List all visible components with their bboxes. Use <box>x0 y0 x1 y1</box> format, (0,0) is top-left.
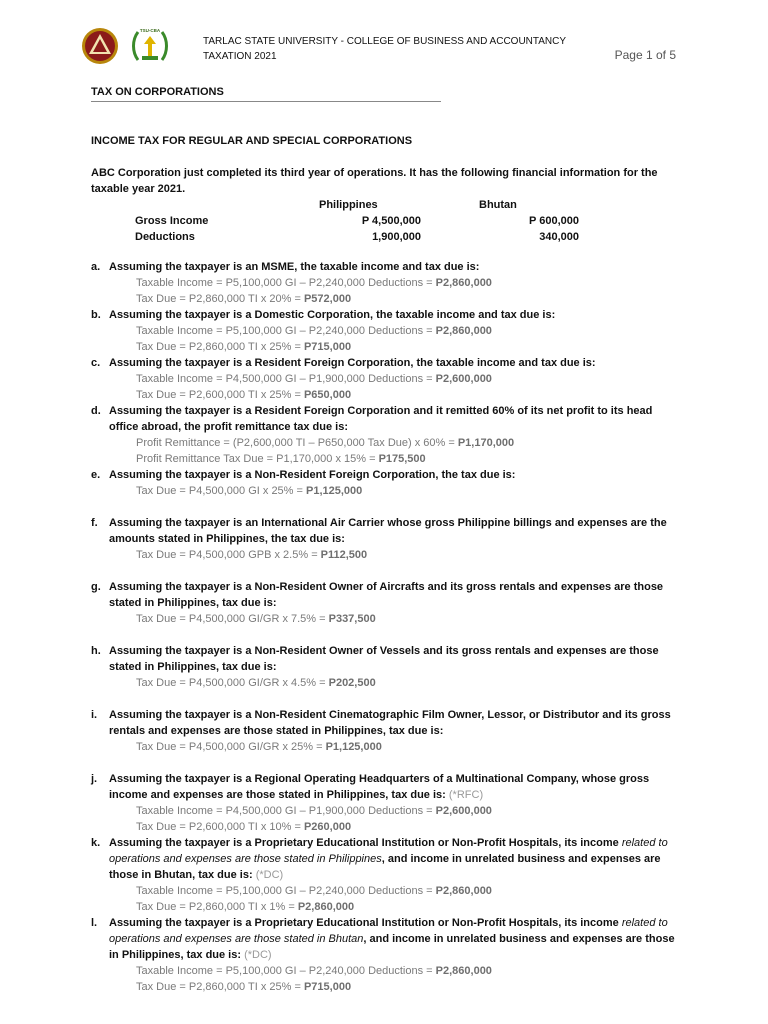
question-label: k. <box>91 837 101 849</box>
answer-value: P715,000 <box>303 341 352 353</box>
subheading: INCOME TAX FOR REGULAR AND SPECIAL CORPORATIONS <box>91 135 413 147</box>
question-d: d. Assuming the taxpayer is a Resident Foreign Corporation and it remitted 60% of its net profit to its head office abroad, the profit remittance tax due is: <box>91 405 653 433</box>
answer-line: Taxable Income = P4,500,000 GI – P1,900,000 Deductions = P2,600,000 <box>136 805 492 817</box>
cba-logo-text: TSU-CBA <box>139 28 161 33</box>
answer-line: Taxable Income = P5,100,000 GI – P2,240,000 Deductions = P2,860,000 <box>136 325 492 337</box>
taxpayer-type: MSME <box>261 261 295 273</box>
question-label: j. <box>91 773 98 785</box>
page-number: Page 1 of 5 <box>614 48 676 62</box>
col-header-philippines: Philippines <box>319 199 378 211</box>
row-label-gross-income: Gross Income <box>135 215 209 227</box>
question-label: h. <box>91 645 101 657</box>
answer-value: P2,600,000 <box>435 373 492 385</box>
answer-value: P260,000 <box>303 821 352 833</box>
answer-value: P1,125,000 <box>325 741 382 753</box>
section-title: TAX ON CORPORATIONS <box>91 86 224 98</box>
question-i: i. Assuming the taxpayer is a Non-Resident Cinematographic Film Owner, Lessor, or Distributor and its gross rentals and expenses are those stated in Philippines, tax due is: <box>91 709 671 737</box>
answer-value: P112,500 <box>320 549 368 561</box>
classification-note: (*DC) <box>244 949 272 961</box>
title-underline <box>91 101 441 102</box>
taxpayer-type: Proprietary Educational Institution or Non-Profit Hospitals <box>254 917 559 929</box>
taxpayer-type: Non-Resident Cinematographic Film Owner, Lessor, or Distributor <box>254 709 600 721</box>
question-h: h. Assuming the taxpayer is a Non-Resident Owner of Vessels and its gross rentals and expenses are those stated in Philippines, tax due is: <box>91 645 659 673</box>
answer-line: Tax Due = P2,860,000 TI x 25% = P715,000 <box>136 981 352 993</box>
question-g: g. Assuming the taxpayer is a Non-Resident Owner of Aircrafts and its gross rentals and expenses are those stated in Philippines, tax due is: <box>91 581 664 609</box>
classification-note: (*RFC) <box>448 789 484 801</box>
answer-line: Tax Due = P2,860,000 TI x 25% = P715,000 <box>136 341 352 353</box>
question-e: e. Assuming the taxpayer is a Non-Resident Foreign Corporation, the tax due is: <box>91 469 516 481</box>
answer-value: P2,860,000 <box>435 885 492 897</box>
question-label: e. <box>91 469 101 481</box>
answer-value: P2,860,000 <box>435 325 492 337</box>
answer-value: P572,000 <box>303 293 352 305</box>
answer-value: P1,170,000 <box>457 437 515 449</box>
question-label: f. <box>91 517 98 529</box>
header-logos <box>80 26 190 66</box>
answer-line: Tax Due = P4,500,000 GPB x 2.5% = P112,500 <box>136 549 368 561</box>
question-a <box>91 259 681 275</box>
taxpayer-type: Resident Foreign Corporation <box>254 405 411 417</box>
taxpayer-type: Domestic Corporation <box>254 309 371 321</box>
answer-line: Taxable Income = P5,100,000 GI – P2,240,000 Deductions = P2,860,000 <box>136 277 492 289</box>
answer-value: P650,000 <box>303 389 352 401</box>
taxpayer-type: Non-Resident Foreign Corporation <box>254 469 436 481</box>
question-l: l. Assuming the taxpayer is a Proprietary Educational Institution or Non-Profit Hospitals, its income related to operations and expenses are those stated in Bhutan, and income in unrelated business and expenses are those in Philippines, tax due is: (*DC) <box>91 917 675 961</box>
cell-gross-ph: P 4,500,000 <box>361 215 421 227</box>
cba-logo-icon <box>134 32 167 60</box>
cell-ded-ph: 1,900,000 <box>372 231 421 243</box>
answer-line: Taxable Income = P4,500,000 GI – P1,900,000 Deductions = P2,600,000 <box>136 373 492 385</box>
answer-value: P337,500 <box>328 613 376 625</box>
answer-line: Taxable Income = P5,100,000 GI – P2,240,000 Deductions = P2,860,000 <box>136 885 492 897</box>
cell-ded-bt: 340,000 <box>539 231 579 243</box>
classification-note: (*DC) <box>255 869 284 881</box>
taxpayer-type: Non-Resident Owner of Vessels <box>254 645 421 657</box>
question-label: c. <box>91 357 101 369</box>
question-k: k. Assuming the taxpayer is a Proprietary Educational Institution or Non-Profit Hospitals, its income related to operations and expenses are those stated in Philippines, and income in unrelated business and expenses are those in Bhutan, tax due is: (*DC) <box>91 837 668 881</box>
taxpayer-type: Regional Operating Headquarters of a Multinational Company <box>254 773 576 785</box>
financial-info-table <box>135 197 579 245</box>
answer-line: Tax Due = P4,500,000 GI/GR x 4.5% = P202,500 <box>136 677 376 689</box>
answer-value: P715,000 <box>303 981 352 993</box>
answer-value: P2,860,000 <box>297 901 355 913</box>
taxpayer-type: Non-Resident Owner of Aircrafts <box>254 581 425 593</box>
italic-condition: related to operations and expenses are those stated in Philippines <box>109 837 668 865</box>
question-label: l. <box>91 917 98 929</box>
header-course: TAXATION 2021 <box>203 51 277 62</box>
document-body <box>91 133 681 995</box>
university-seal-icon <box>80 26 190 66</box>
question-b: b. Assuming the taxpayer is a Domestic Corporation, the taxable income and tax due is: <box>91 309 556 321</box>
answer-line: Profit Remittance = (P2,600,000 TI – P650,000 Tax Due) x 60% = P1,170,000 <box>136 437 515 449</box>
taxpayer-type: International Air Carrier <box>261 517 385 529</box>
answer-line: Tax Due = P4,500,000 GI/GR x 25% = P1,125,000 <box>136 741 382 753</box>
answer-value: P2,860,000 <box>435 277 492 289</box>
question-label: d. <box>91 405 101 417</box>
answer-line: Taxable Income = P5,100,000 GI – P2,240,000 Deductions = P2,860,000 <box>136 965 492 977</box>
question-text: , the taxable income and tax due is: <box>294 261 480 273</box>
question-label: a. <box>91 261 101 273</box>
answer-value: P1,125,000 <box>306 485 363 497</box>
answer-line: Tax Due = P4,500,000 GI/GR x 7.5% = P337,500 <box>136 613 376 625</box>
question-text: Assuming the taxpayer is an <box>109 261 262 273</box>
answer-line: Tax Due = P4,500,000 GI x 25% = P1,125,000 <box>136 485 363 497</box>
answer-line: Tax Due = P2,860,000 TI x 20% = P572,000 <box>136 293 352 305</box>
answer-line: Tax Due = P2,600,000 TI x 25% = P650,000 <box>136 389 352 401</box>
document-header <box>203 34 566 64</box>
answer-line: Tax Due = P2,600,000 TI x 10% = P260,000 <box>136 821 352 833</box>
answer-value: P202,500 <box>328 677 376 689</box>
answer-value: P175,500 <box>378 453 426 465</box>
answer-value: P2,860,000 <box>435 965 492 977</box>
italic-condition: related to operations and expenses are those stated in Bhutan <box>109 917 668 945</box>
answer-line: Tax Due = P2,860,000 TI x 1% = P2,860,000 <box>136 901 355 913</box>
answer-line: Profit Remittance Tax Due = P1,170,000 x 15% = P175,500 <box>136 453 426 465</box>
question-f: f. Assuming the taxpayer is an International Air Carrier whose gross Philippine billings and expenses are the amounts stated in Philippines, the tax due is: <box>91 517 667 545</box>
taxpayer-type: Proprietary Educational Institution or Non-Profit Hospitals <box>254 837 559 849</box>
header-institution: TARLAC STATE UNIVERSITY - COLLEGE OF BUSINESS AND ACCOUNTANCY <box>203 36 567 47</box>
question-label: g. <box>91 581 101 593</box>
col-header-bhutan: Bhutan <box>479 199 517 211</box>
answer-value: P2,600,000 <box>435 805 492 817</box>
question-label: b. <box>91 309 101 321</box>
taxpayer-type: Resident Foreign Corporation <box>254 357 411 369</box>
cell-gross-bt: P 600,000 <box>529 215 579 227</box>
row-label-deductions: Deductions <box>135 231 195 243</box>
question-c: c. Assuming the taxpayer is a Resident Foreign Corporation, the taxable income and tax due is: <box>91 357 596 369</box>
question-j: j. Assuming the taxpayer is a Regional Operating Headquarters of a Multinational Company, whose gross income and expenses are those stated in Philippines, tax due is: (*RFC) <box>91 773 650 801</box>
question-label: i. <box>91 709 98 721</box>
intro-paragraph: ABC Corporation just completed its third year of operations. It has the following financial information for the taxable year 2021. <box>91 167 658 195</box>
